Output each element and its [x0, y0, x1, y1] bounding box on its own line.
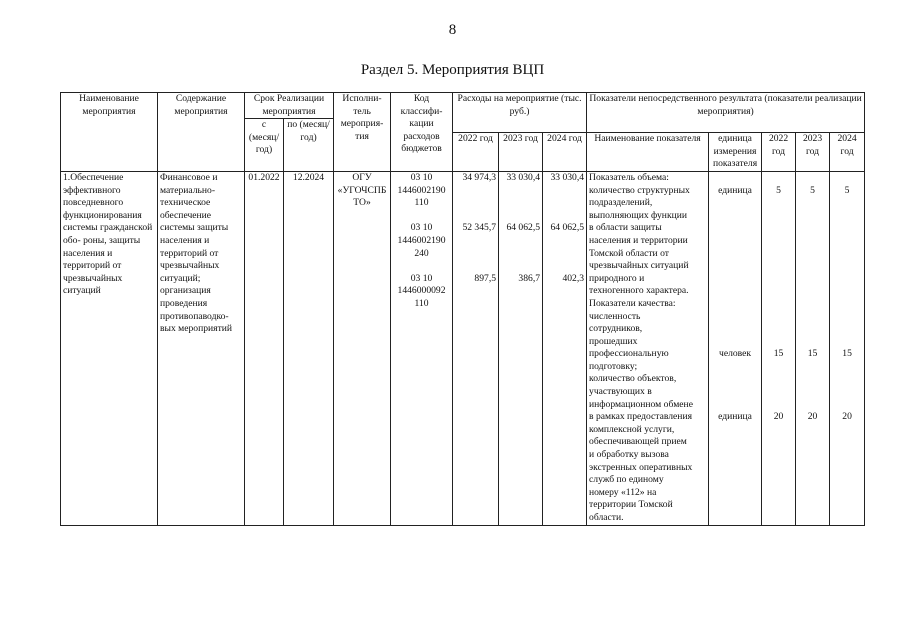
- indicator-units: [709, 171, 762, 525]
- code-1-line-3: 110: [414, 197, 429, 209]
- indicator-line: чрезвычайных ситуаций: [589, 260, 689, 272]
- indicator-value-1-2023: 5: [810, 184, 815, 196]
- indicator-unit-1: единица: [718, 184, 752, 196]
- table-row: [61, 171, 865, 525]
- header-term-from: с (месяц/ год): [245, 119, 284, 172]
- header-content: Содержание мероприятия: [158, 93, 245, 172]
- code-1-line-1: 03 10: [410, 171, 433, 183]
- expense-3-2024: 402,3: [562, 272, 585, 284]
- code-1-line-2: 1446002190: [397, 184, 446, 196]
- activity-name: 1.Обеспечение эффективного повседневного функционирования системы гражданской обо- роны, защиты населения и территорий от чрезвычайных ситуаций: [61, 171, 158, 525]
- indicator-line: техногенного характера.: [589, 285, 689, 297]
- indicator-line: подготовку;: [589, 360, 638, 372]
- expenses-2023: [499, 171, 543, 525]
- indicator-line: информационном обмене: [589, 398, 693, 410]
- indicator-line: выполняющих функции: [589, 209, 688, 221]
- indicator-line: области.: [589, 512, 624, 523]
- indicator-2024: [830, 171, 865, 525]
- header-name: Наименование мероприятия: [61, 93, 158, 172]
- code-2-line-2: 1446002190: [397, 234, 446, 246]
- code-3-line-3: 110: [414, 297, 429, 309]
- budget-codes: [391, 171, 453, 525]
- page-number: 8: [448, 22, 457, 38]
- indicator-line: численность: [589, 310, 641, 322]
- indicator-value-3-2023: 20: [807, 411, 818, 423]
- indicator-line: природного и: [589, 272, 645, 284]
- header-expenses-2022: 2022 год: [453, 133, 499, 172]
- indicator-value-3-2024: 20: [842, 411, 852, 423]
- indicator-line: обеспечивающей прием: [589, 436, 687, 448]
- indicator-line: и обработку вызова: [589, 449, 669, 461]
- expense-1-2023: 33 030,4: [506, 171, 541, 183]
- indicator-line: комплексной услуги,: [589, 423, 675, 435]
- header-executor: Исполни- тель мероприя- тия: [334, 93, 391, 172]
- indicator-line: номеру «112» на: [589, 486, 657, 498]
- indicator-value-3-2022: 20: [773, 411, 784, 423]
- indicator-2022: [762, 171, 796, 525]
- expense-1-2022: 34 974,3: [462, 171, 497, 183]
- indicator-value-2-2022: 15: [773, 348, 784, 360]
- indicator-value-2-2024: 15: [842, 348, 852, 360]
- expense-2-2024: 64 062,5: [550, 222, 585, 234]
- indicator-unit-2: человек: [719, 348, 752, 360]
- expense-3-2022: 897,5: [474, 272, 497, 284]
- header-indicator-unit: единица измерения показателя: [709, 133, 762, 172]
- header-indicators: Показатели непосредственного результата (показатели реализации мероприятия): [587, 93, 865, 133]
- expense-3-2023: 386,7: [518, 272, 541, 284]
- expense-2-2022: 52 345,7: [462, 222, 497, 234]
- header-indicator-2023: 2023 год: [796, 133, 830, 172]
- term-from: 01.2022: [245, 171, 284, 525]
- indicator-line: Показатель объема:: [589, 171, 669, 183]
- indicator-line: количество объектов,: [589, 373, 677, 385]
- header-code: Код классифи- кации расходов бюджетов: [391, 93, 453, 172]
- header-indicator-2022: 2022 год: [762, 133, 796, 172]
- section-title: Раздел 5. Мероприятия ВЦП: [360, 62, 545, 78]
- header-expenses-2023: 2023 год: [499, 133, 543, 172]
- indicator-value-1-2024: 5: [844, 184, 850, 196]
- header-term: Срок Реализации мероприятия: [245, 93, 334, 119]
- indicator-line: сотрудников,: [589, 323, 643, 335]
- expenses-2024: [543, 171, 587, 525]
- indicator-line: служб по единому: [589, 474, 664, 486]
- indicator-unit-3: единица: [718, 411, 752, 423]
- indicator-line: прошедших: [589, 335, 638, 347]
- expense-2-2023: 64 062,5: [506, 222, 541, 234]
- indicator-2023: [796, 171, 830, 525]
- executor: ОГУ «УГОЧСПБ ТО»: [334, 171, 391, 525]
- header-indicator-2024: 2024 год: [830, 133, 865, 172]
- header-term-to: по (месяц/ год): [284, 119, 334, 172]
- indicator-line: экстренных оперативных: [589, 461, 693, 473]
- code-3-line-2: 1446000092: [397, 285, 446, 297]
- expenses-2022: [453, 171, 499, 525]
- term-to: 12.2024: [284, 171, 334, 525]
- indicator-value-2-2023: 15: [807, 348, 818, 360]
- indicator-line: в области защиты: [589, 222, 662, 234]
- header-expenses: Расходы на мероприятие (тыс. руб.): [453, 93, 587, 133]
- expense-1-2024: 33 030,4: [550, 171, 585, 183]
- code-2-line-1: 03 10: [410, 222, 433, 234]
- indicator-line: Показатели качества:: [589, 297, 676, 309]
- indicator-line: населения и территории: [589, 234, 688, 246]
- indicator-line: количество структурных: [589, 184, 690, 196]
- indicator-value-1-2022: 5: [776, 184, 781, 196]
- indicator-line: в рамках предоставления: [589, 411, 692, 423]
- activities-table: [60, 92, 865, 526]
- indicator-description: [587, 171, 709, 525]
- indicator-line: Томской области от: [589, 247, 669, 259]
- indicator-line: участвующих в: [589, 386, 652, 398]
- code-3-line-1: 03 10: [410, 272, 433, 284]
- indicator-line: территории Томской: [589, 499, 673, 511]
- indicator-line: подразделений,: [589, 197, 653, 209]
- activity-content: Финансовое и материально- техническое обеспечение системы защиты населения и территорий от чрезвычайных ситуаций; организация проведения противопаводко- вых мероприятий: [158, 171, 245, 525]
- code-2-line-3: 240: [414, 247, 429, 259]
- header-indicator-name: Наименование показателя: [587, 133, 709, 172]
- header-expenses-2024: 2024 год: [543, 133, 587, 172]
- indicator-line: профессиональную: [589, 348, 669, 360]
